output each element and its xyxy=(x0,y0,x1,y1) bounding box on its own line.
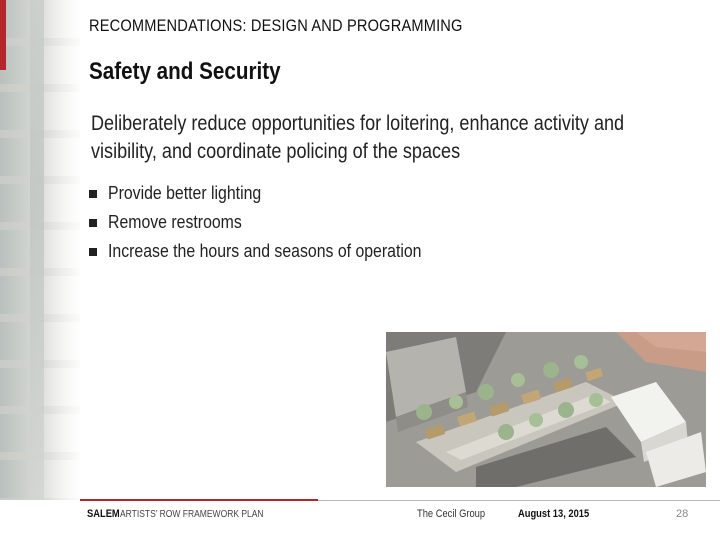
bullet-text: Remove restrooms xyxy=(108,212,242,232)
square-bullet-icon xyxy=(89,219,97,227)
square-bullet-icon xyxy=(89,190,97,198)
bullet-text: Provide better lighting xyxy=(108,183,262,203)
footer-accent-line xyxy=(80,499,318,501)
site-rendering-image xyxy=(386,332,706,487)
footer-brand: SALEM xyxy=(87,508,120,520)
bullet-item xyxy=(89,179,464,208)
bullet-list xyxy=(89,179,464,266)
aerial-photo-strip xyxy=(0,0,80,500)
footer-date: August 13, 2015 xyxy=(518,508,590,520)
footer-plan-name: ARTISTS’ ROW FRAMEWORK PLAN xyxy=(120,509,264,520)
bullet-item xyxy=(89,208,464,237)
accent-bar xyxy=(0,0,6,70)
bullet-text: Increase the hours and seasons of operation xyxy=(108,241,422,261)
rendering-illustration xyxy=(386,332,706,487)
footer-divider xyxy=(318,500,720,501)
footer-firm: The Cecil Group xyxy=(417,508,486,520)
lead-paragraph: Deliberately reduce opportunities for loitering, enhance activity and visibility, and coordinate policing of the spaces xyxy=(91,112,625,163)
square-bullet-icon xyxy=(89,248,97,256)
page-number: 28 xyxy=(676,508,689,520)
bullet-item xyxy=(89,237,464,266)
section-label: RECOMMENDATIONS: DESIGN AND PROGRAMMING xyxy=(89,16,463,35)
slide-title: Safety and Security xyxy=(89,58,281,85)
